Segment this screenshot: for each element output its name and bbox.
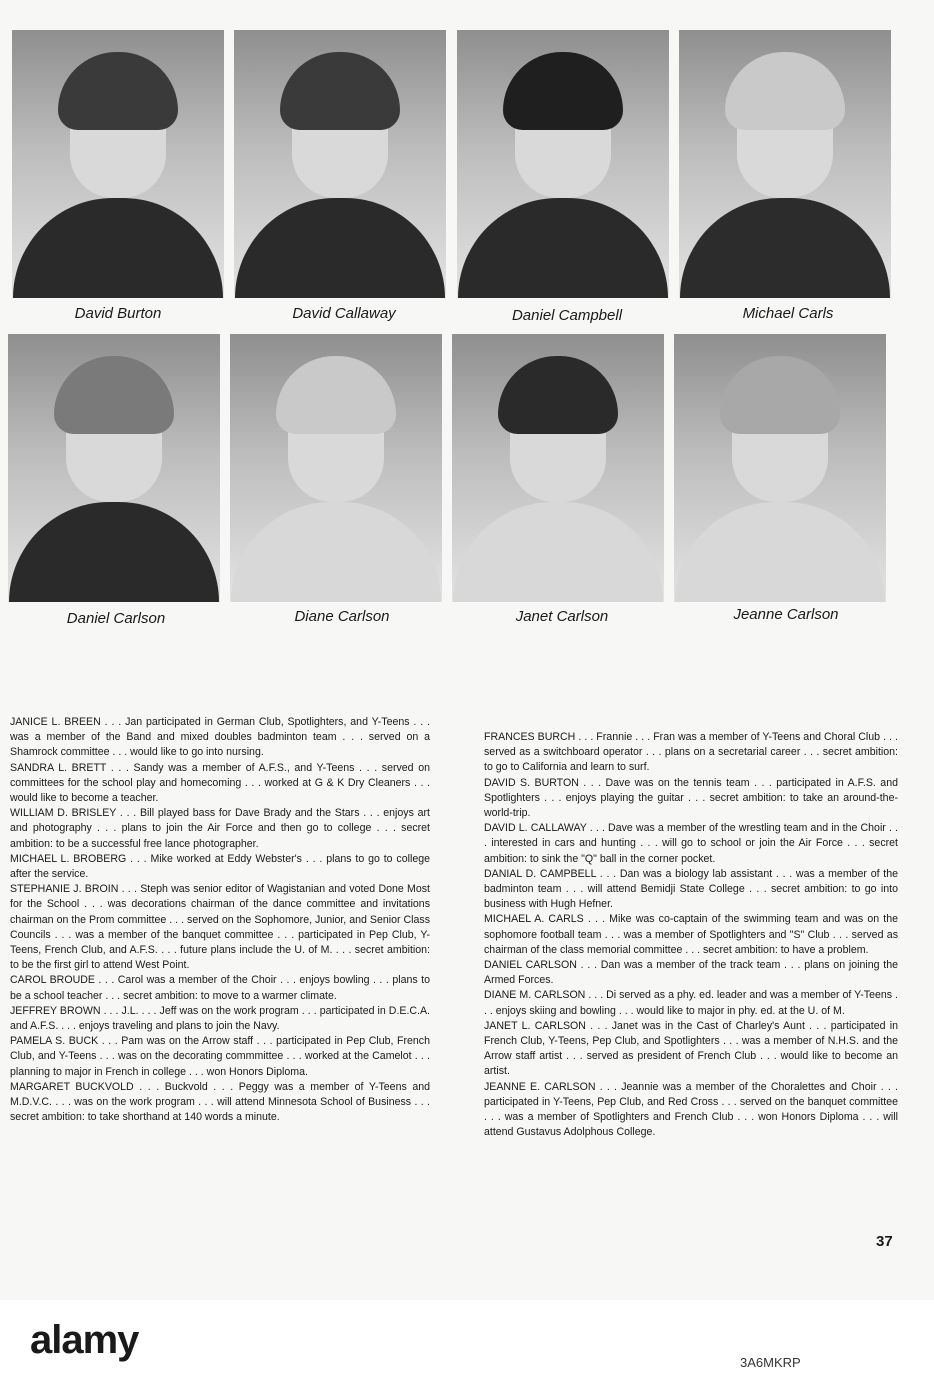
watermark-image-id: 3A6MKRP [740,1355,801,1370]
portrait-caption: David Burton [74,305,162,322]
biography-entry: CAROL BROUDE . . . Carol was a member of the Choir . . . enjoys bowling . . . plans to be a school teacher . . . secret ambition: to move to a warmer climate. [10,974,430,1002]
biography-entry: FRANCES BURCH . . . Frannie . . . Fran was a member of Y-Teens and Choral Club . . . served as a switchboard operator . . . plans on a secretarial career . . . secret ambition: to go to California and learn to surf. [484,731,898,774]
biography-entry: JANICE L. BREEN . . . Jan participated in German Club, Spotlighters, and Y-Teens . . . was a member of the Band and mixed doubles badminton team . . . served on a Shamrock committee . . . would like to go into nursing. [10,716,430,759]
portrait-caption: Jeanne Carlson [733,606,839,623]
biography-entry: DANIEL CARLSON . . . Dan was a member of the track team . . . plans on joining the Armed Forces. [484,959,898,987]
biography-entry: STEPHANIE J. BROIN . . . Steph was senior editor of Wagistanian and voted Done Most for the School . . . was decorations chairman of the dance committee and invitations chairman on the Prom committee . . . served on the Sophomore, Junior, and Senior Class Councils . . . was a member of the banquet committee . . . participated in Pep Club, Y-Teens, French Club, and A.F.S. . . . future plans include the U. of M. . . . secret ambition: to be the first girl to attend West Point. [10,883,430,972]
portrait-photo [452,334,664,602]
biography-entry: DAVID S. BURTON . . . Dave was on the tennis team . . . participated in A.F.S. and Spotlighters . . . enjoys playing the guitar . . . secret ambition: to take an around-the-world-trip. [484,776,898,820]
portrait-caption: Daniel Carlson [66,610,166,627]
portrait-caption: Michael Carls [742,305,834,322]
portrait-photo [679,30,891,298]
portrait-photo [8,334,220,602]
biography-entry: DANIAL D. CAMPBELL . . . Dan was a biology lab assistant . . . was a member of the badminton team . . . will attend Bemidji State College . . . secret ambition: to go into business with Hugh Hefner. [484,867,898,911]
portrait-caption: David Callaway [292,305,396,322]
biography-entry: MICHAEL A. CARLS . . . Mike was co-captain of the swimming team and was on the sophomore football team . . . was a member of Spotlighters and "S" Club . . . served as chairman of the class memorial committee . . . secret ambition: to have a problem. [484,913,898,956]
biography-entry: DIANE M. CARLSON . . . Di served as a phy. ed. leader and was a member of Y-Teens . . . enjoys skiing and bowling . . . would like to major in phy. ed. at the U. of M. [484,989,898,1017]
biography-entry: PAMELA S. BUCK . . . Pam was on the Arrow staff . . . participated in Pep Club, French Club, and Y-Teens . . . was on the decorating commmittee . . . worked at the Camelot . . . planning to major in French in college . . . won Honors Diploma. [10,1035,430,1078]
portrait-photo [12,30,224,298]
portrait-photo [234,30,446,298]
portrait-photo [230,334,442,602]
watermark-bar [0,1300,934,1390]
biography-entry: MARGARET BUCKVOLD . . . Buckvold . . . Peggy was a member of Y-Teens and M.D.V.C. . . . was on the work program . . . will attend Minnesota School of Business . . . secret ambition: to take shorthand at 140 words a minute. [10,1080,430,1124]
portrait-photo [674,334,886,602]
portrait-caption: Daniel Campbell [511,307,623,324]
page-number: 37 [876,1233,893,1250]
biography-entry: JEANNE E. CARLSON . . . Jeannie was a member of the Choralettes and Choir . . . participated in Y-Teens, Pep Club, and Red Cross . . . served on the banquet committee . . . was a member of Spotlighters and French Club . . . won Honors Diploma . . . will attend Gustavus Adolphous College. [484,1080,898,1139]
biography-entry: SANDRA L. BRETT . . . Sandy was a member of A.F.S., and Y-Teens . . . served on committees for the school play and homecoming . . . worked at G & K Dry Cleaners . . . would like to become a teacher. [10,761,430,805]
biography-entry: JANET L. CARLSON . . . Janet was in the Cast of Charley's Aunt . . . participated in French Club, Y-Teens, Pep Club, and Spotlighters . . . was a member of N.H.S. and the Arrow staff artist . . . served as president of French Club . . . would like to become an artist. [484,1019,898,1078]
biography-entry: WILLIAM D. BRISLEY . . . Bill played bass for Dave Brady and the Stars . . . enjoys art and photography . . . plans to join the Air Force and then go to college . . . secret ambition: to be a successful free lance photographer. [10,807,430,850]
biography-entry: DAVID L. CALLAWAY . . . Dave was a member of the wrestling team and in the Choir . . . interested in cars and hunting . . . will go to school or join the Air Force . . . secret ambition: to sink the "Q" ball in the corner pocket. [484,822,898,865]
biography-column-left [10,715,430,1125]
biography-entry: JEFFREY BROWN . . . J.L. . . . Jeff was on the work program . . . participated in D.E.C.A. and A.F.S. . . . enjoys traveling and plans to join the Navy. [10,1004,430,1033]
biography-column-right [484,730,898,1140]
portrait-caption: Janet Carlson [515,608,609,625]
portrait-photo [457,30,669,298]
biography-entry: MICHAEL L. BROBERG . . . Mike worked at Eddy Webster's . . . plans to go to college after the service. [10,852,430,881]
portrait-caption: Diane Carlson [294,608,390,625]
watermark-logo: alamy [30,1318,139,1362]
